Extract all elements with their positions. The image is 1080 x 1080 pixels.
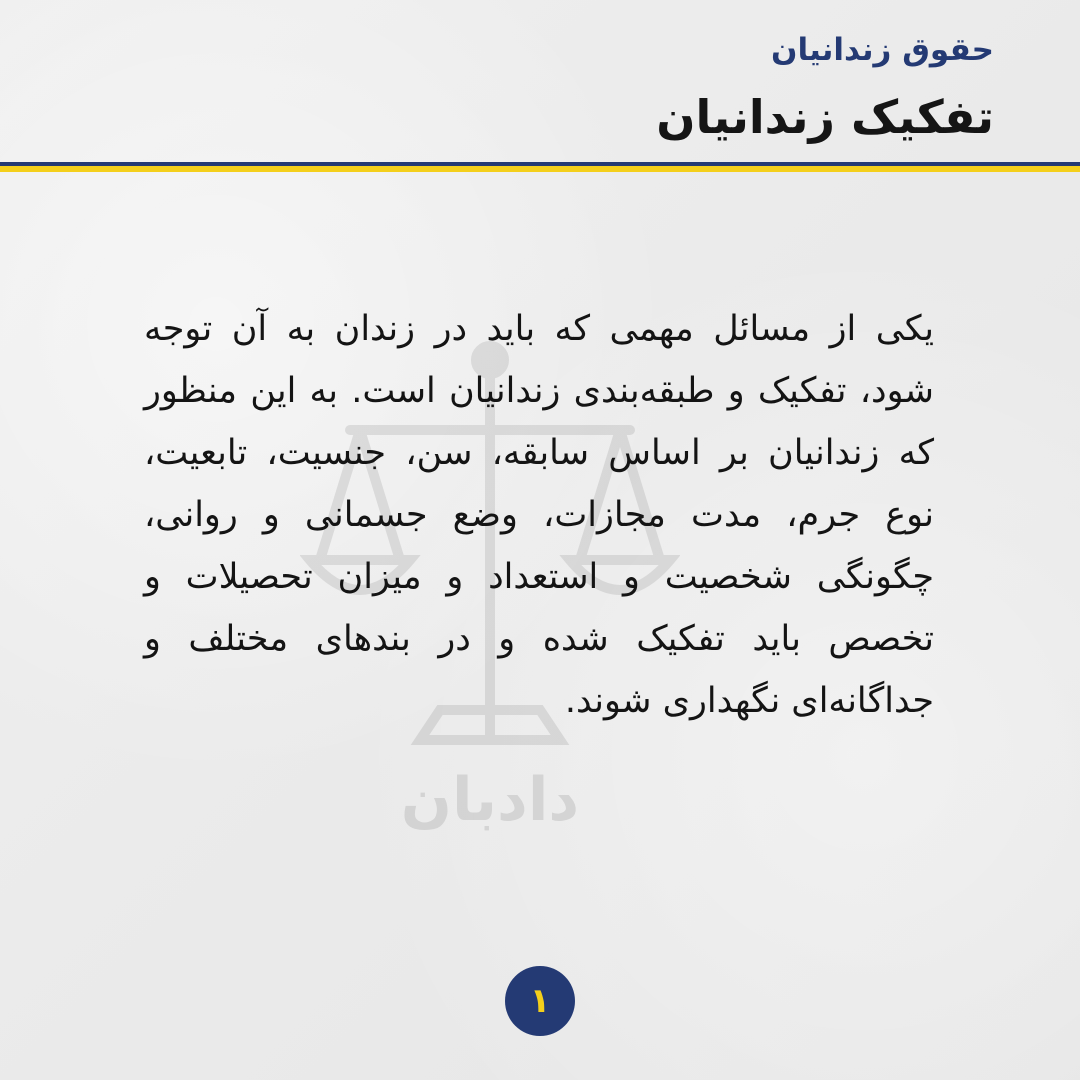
header-divider-yellow — [0, 166, 1080, 172]
page-number-badge: ۱ — [505, 966, 575, 1036]
body-paragraph: یکی از مسائل مهمی که باید در زندان به آن توجه شود، تفکیک و طبقه‌بندی زندانیان است. به این منظور که زندانیان بر اساس سابقه، سن، جنسیت، تابعیت، نوع جرم، مدت مجازات، وضع جسمانی و روانی، چگونگی شخصیت و استعداد و میزان تحصیلات و تخصص باید تفکیک شده و در بندهای مختلف و جداگانه‌ای نگهداری شوند. — [144, 309, 934, 721]
series-title: حقوق زندانیان — [770, 32, 994, 68]
page-title: تفکیک زندانیان — [656, 90, 994, 144]
watermark-text: دادبان — [400, 765, 580, 835]
header — [0, 0, 1080, 160]
